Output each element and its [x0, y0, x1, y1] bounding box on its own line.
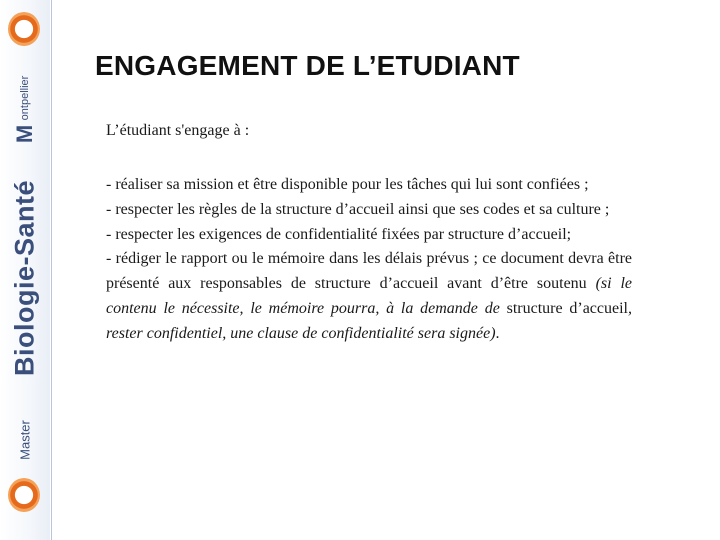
- biologie-sante-label: Biologie-Santé: [9, 179, 40, 377]
- list-item: - respecter les règles de la structure d’accueil ainsi que ses codes et sa culture ;: [106, 200, 610, 218]
- slide-title: ENGAGEMENT DE L’ETUDIANT: [95, 50, 520, 81]
- item-text-italic: (si le contenu le nécessite, le mémoire pourra, à la demande de: [106, 275, 633, 317]
- montpellier-label: ontpellier: [19, 75, 31, 121]
- item-text: structure d’accueil: [506, 299, 629, 317]
- item-text: - rédiger le rapport ou le mémoire dans les délais prévus ; ce document devra être présenté aux responsables de structure d’accueil avant d’être soutenu: [106, 250, 632, 293]
- list-item: - respecter les exigences de confidentialité fixées par structure d’accueil;: [106, 225, 572, 243]
- montpellier-m-logo-icon: M: [12, 124, 37, 144]
- list-item: - réaliser sa mission et être disponible pour les tâches qui lui sont confiées ;: [106, 176, 589, 193]
- item-text: .: [495, 324, 500, 342]
- sidebar-branding: [0, 0, 50, 540]
- master-label: Master: [17, 420, 33, 460]
- item-text-italic: , rester confidentiel, une clause de confidentialité sera signée): [106, 299, 633, 342]
- list-item: [106, 247, 632, 346]
- sidebar-divider: [51, 0, 52, 540]
- orange-ring-logo-icon: [8, 12, 40, 46]
- commitments-list: [106, 173, 632, 347]
- orange-ring-logo-icon-bottom: [8, 478, 40, 512]
- intro-text: L’étudiant s'engage à :: [106, 122, 250, 139]
